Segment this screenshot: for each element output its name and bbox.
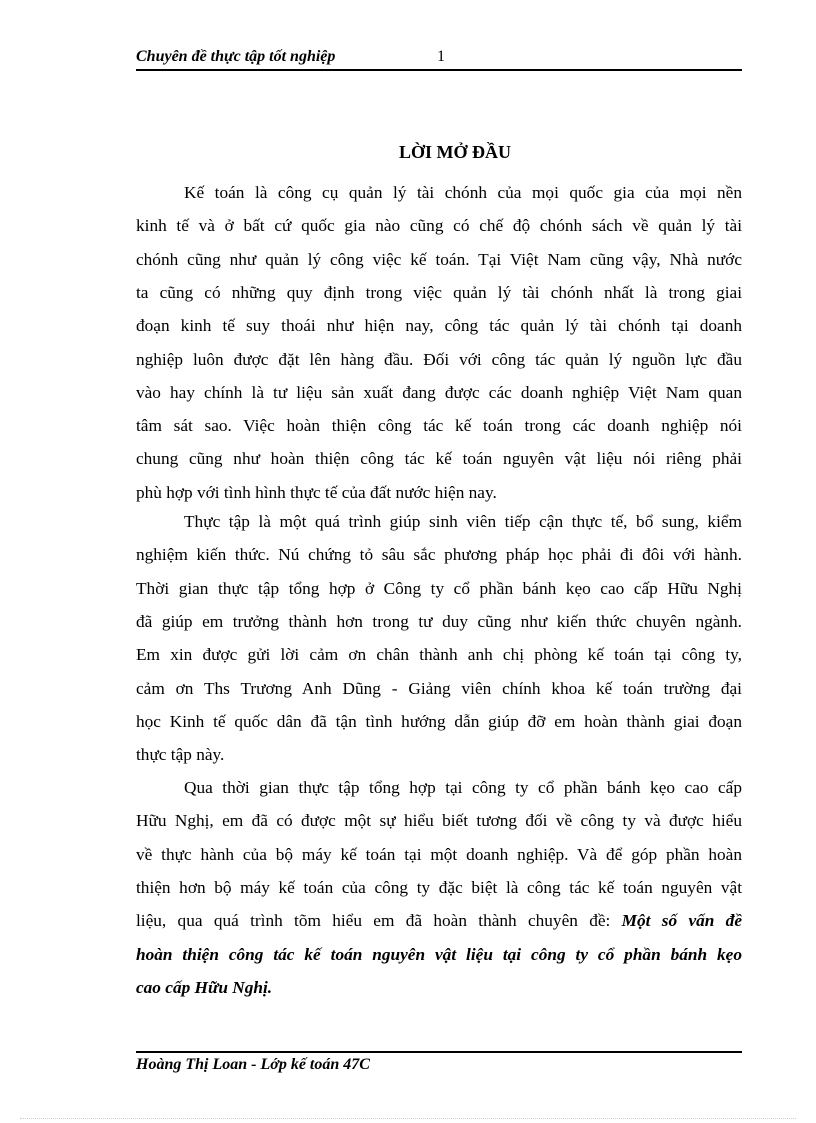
paragraph-2-line — [136, 678, 742, 700]
paragraph-3-line — [136, 844, 742, 866]
paragraph-1-line — [136, 249, 742, 271]
paragraph-3-line — [136, 910, 742, 932]
text-run: chung cũng như hoàn thiện công tác kế toán nguyên vật liệu nói riêng phải — [136, 449, 742, 469]
paragraph-3-line — [136, 810, 742, 832]
text-run: Thời gian thực tập tổng hợp ở Công ty cổ phần bánh kẹo cao cấp Hữu Nghị — [136, 578, 742, 598]
page-edge — [20, 1118, 796, 1119]
text-run: cảm ơn Ths Trương Anh Dũng - Giảng viên chính khoa kế toán trường đại — [136, 678, 742, 698]
paragraph-1-line — [136, 315, 742, 337]
text-run: thực tập này. — [136, 745, 225, 765]
text-run: kinh tế và ở bất cứ quốc gia nào cũng có chế độ chónh sách về quản lý tài — [136, 216, 742, 236]
header-rule — [136, 69, 742, 71]
emphasized-topic-text: cao cấp Hữu Nghị. — [136, 977, 273, 997]
text-run: Kế toán là công cụ quản lý tài chónh của mọi quốc gia của mọi nền — [184, 183, 742, 202]
emphasized-topic-text: Một số vấn đề — [621, 911, 742, 931]
running-footer: Hoàng Thị Loan - Lớp kế toán 47C — [136, 1056, 370, 1073]
text-run: Qua thời gian thực tập tổng hợp tại công ty cổ phần bánh kẹo cao cấp — [184, 778, 742, 797]
text-run: phù hợp với tình hình thực tế của đất nước hiện nay. — [136, 482, 497, 502]
text-run: thiện hơn bộ máy kế toán của công ty đặc biệt là công tác kế toán nguyên vật — [136, 877, 742, 897]
text-run: tâm sát sao. Việc hoàn thiện công tác kế toán trong các doanh nghiệp nói — [136, 416, 742, 436]
text-run: nghiệp luôn được đặt lên hàng đầu. Đối với công tác quản lý nguồn lực đầu — [136, 349, 742, 369]
text-run: về thực hành của bộ máy kế toán tại một doanh nghiệp. Và để góp phần hoàn — [136, 844, 742, 864]
text-run: Hữu Nghị, em đã có được một sự hiểu biết tương đối về công ty và được hiểu — [136, 811, 742, 831]
section-title: LỜI MỞ ĐẦU — [399, 142, 511, 162]
paragraph-2-line — [136, 744, 742, 766]
paragraph-2-line — [136, 644, 742, 666]
paragraph-3-line — [136, 877, 742, 899]
paragraph-3-line — [136, 977, 742, 999]
paragraph-2-line — [136, 611, 742, 633]
paragraph-1-line — [136, 282, 742, 304]
text-run: Em xin được gửi lời cảm ơn chân thành anh chị phòng kế toán tại công ty, — [136, 645, 742, 665]
paragraph-1-line — [136, 482, 742, 504]
paragraph-1-line — [136, 448, 742, 470]
paragraph-1-line — [136, 182, 742, 204]
text-run: đã giúp em trưởng thành hơn trong tư duy cũng như kiến thức chuyên ngành. — [136, 611, 742, 631]
paragraph-3-line — [136, 944, 742, 966]
text-run: đoạn kinh tế suy thoái như hiện nay, công tác quản lý tài chónh tại doanh — [136, 316, 742, 336]
paragraph-1-line — [136, 382, 742, 404]
running-header-title: Chuyên đề thực tập tốt nghiệp — [136, 48, 336, 65]
paragraph-2-line — [136, 578, 742, 600]
text-run: Thực tập là một quá trình giúp sinh viên tiếp cận thực tế, bổ sung, kiểm — [184, 512, 742, 531]
text-run: vào hay chính là tư liệu sản xuất đang được các doanh nghiệp Việt Nam quan — [136, 382, 742, 402]
paragraph-1-line — [136, 349, 742, 371]
paragraph-2-line — [136, 544, 742, 566]
emphasized-topic-text: hoàn thiện công tác kế toán nguyên vật liệu tại công ty cổ phần bánh kẹo — [136, 944, 742, 964]
paragraph-3-line — [136, 777, 742, 799]
text-run: chónh cũng như quản lý công việc kế toán. Tại Việt Nam cũng vậy, Nhà nước — [136, 249, 742, 269]
paragraph-1-line — [136, 415, 742, 437]
text-run: học Kinh tế quốc dân đã tận tình hướng dẫn giúp đỡ em hoàn thành giai đoạn — [136, 711, 742, 731]
text-run: liệu, qua quá trình tõm hiểu em đã hoàn thành chuyên đề: — [136, 911, 622, 931]
footer-rule — [136, 1051, 742, 1053]
paragraph-2-line — [136, 711, 742, 733]
paragraph-1-line — [136, 215, 742, 237]
paragraph-2-line — [136, 511, 742, 533]
page-number: 1 — [437, 48, 445, 65]
text-run: nghiệm kiến thức. Nú chứng tỏ sâu sắc phương pháp học phải đi đôi với hành. — [136, 545, 742, 565]
text-run: ta cũng có những quy định trong việc quản lý tài chónh nhất là trong giai — [136, 282, 742, 302]
